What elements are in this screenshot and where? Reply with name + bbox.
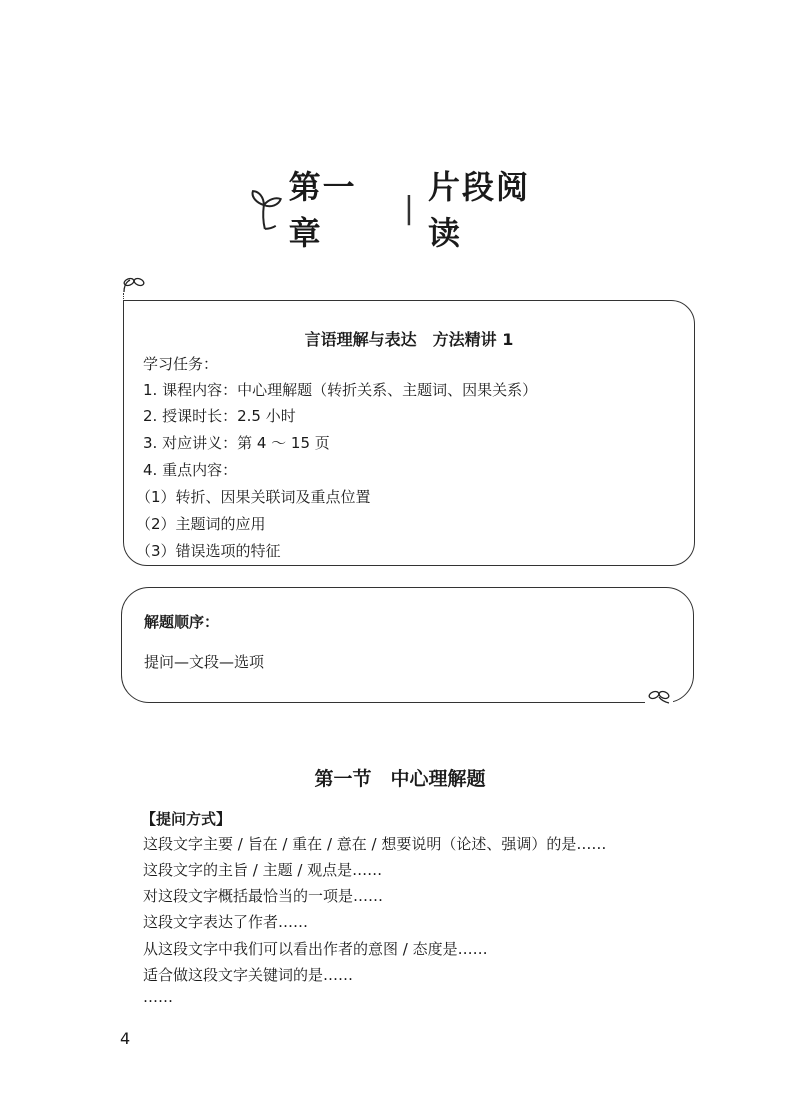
task-item: 2. 授课时长：2.5 小时	[143, 407, 296, 425]
section-title: 第一节 中心理解题	[314, 768, 486, 790]
task-sub-item: （3）错误选项的特征	[136, 542, 281, 560]
ask-line: ……	[143, 988, 173, 1006]
sprout-icon	[243, 185, 285, 231]
task-item: 4. 重点内容：	[143, 461, 238, 479]
chapter-number: 第一章	[288, 168, 357, 252]
solving-order-label: 解题顺序：	[144, 613, 220, 631]
box-title: 言语理解与表达 方法精讲 1	[304, 330, 514, 349]
ask-line: 适合做这段文字关键词的是……	[143, 966, 354, 984]
leaf-icon	[645, 685, 673, 705]
ask-line: 从这段文字中我们可以看出作者的意图 / 态度是……	[143, 940, 488, 958]
page-number: 4	[120, 1029, 131, 1048]
ask-heading: 【提问方式】	[141, 810, 232, 828]
task-item: 3. 对应讲义：第 4 ～ 15 页	[143, 434, 330, 452]
task-sub-item: （1）转折、因果关联词及重点位置	[136, 488, 371, 506]
chapter-title	[243, 168, 563, 252]
ask-line: 对这段文字概括最恰当的一项是……	[143, 887, 384, 905]
chapter-name: 片段阅读	[428, 168, 531, 252]
ask-line: 这段文字的主旨 / 主题 / 观点是……	[143, 861, 383, 879]
task-sub-item: （2）主题词的应用	[136, 515, 266, 533]
task-label: 学习任务：	[143, 355, 219, 373]
solving-order-box	[121, 587, 694, 703]
ask-line: 这段文字表达了作者……	[143, 913, 309, 931]
chapter-separator: |	[403, 190, 415, 226]
leaf-icon	[120, 274, 148, 294]
learning-task-box	[123, 300, 695, 566]
task-item: 1. 课程内容：中心理解题（转折关系、主题词、因果关系）	[143, 381, 538, 399]
solving-order-text: 提问—文段—选项	[144, 653, 265, 671]
ask-line: 这段文字主要 / 旨在 / 重在 / 意在 / 想要说明（论述、强调）的是……	[143, 835, 607, 853]
